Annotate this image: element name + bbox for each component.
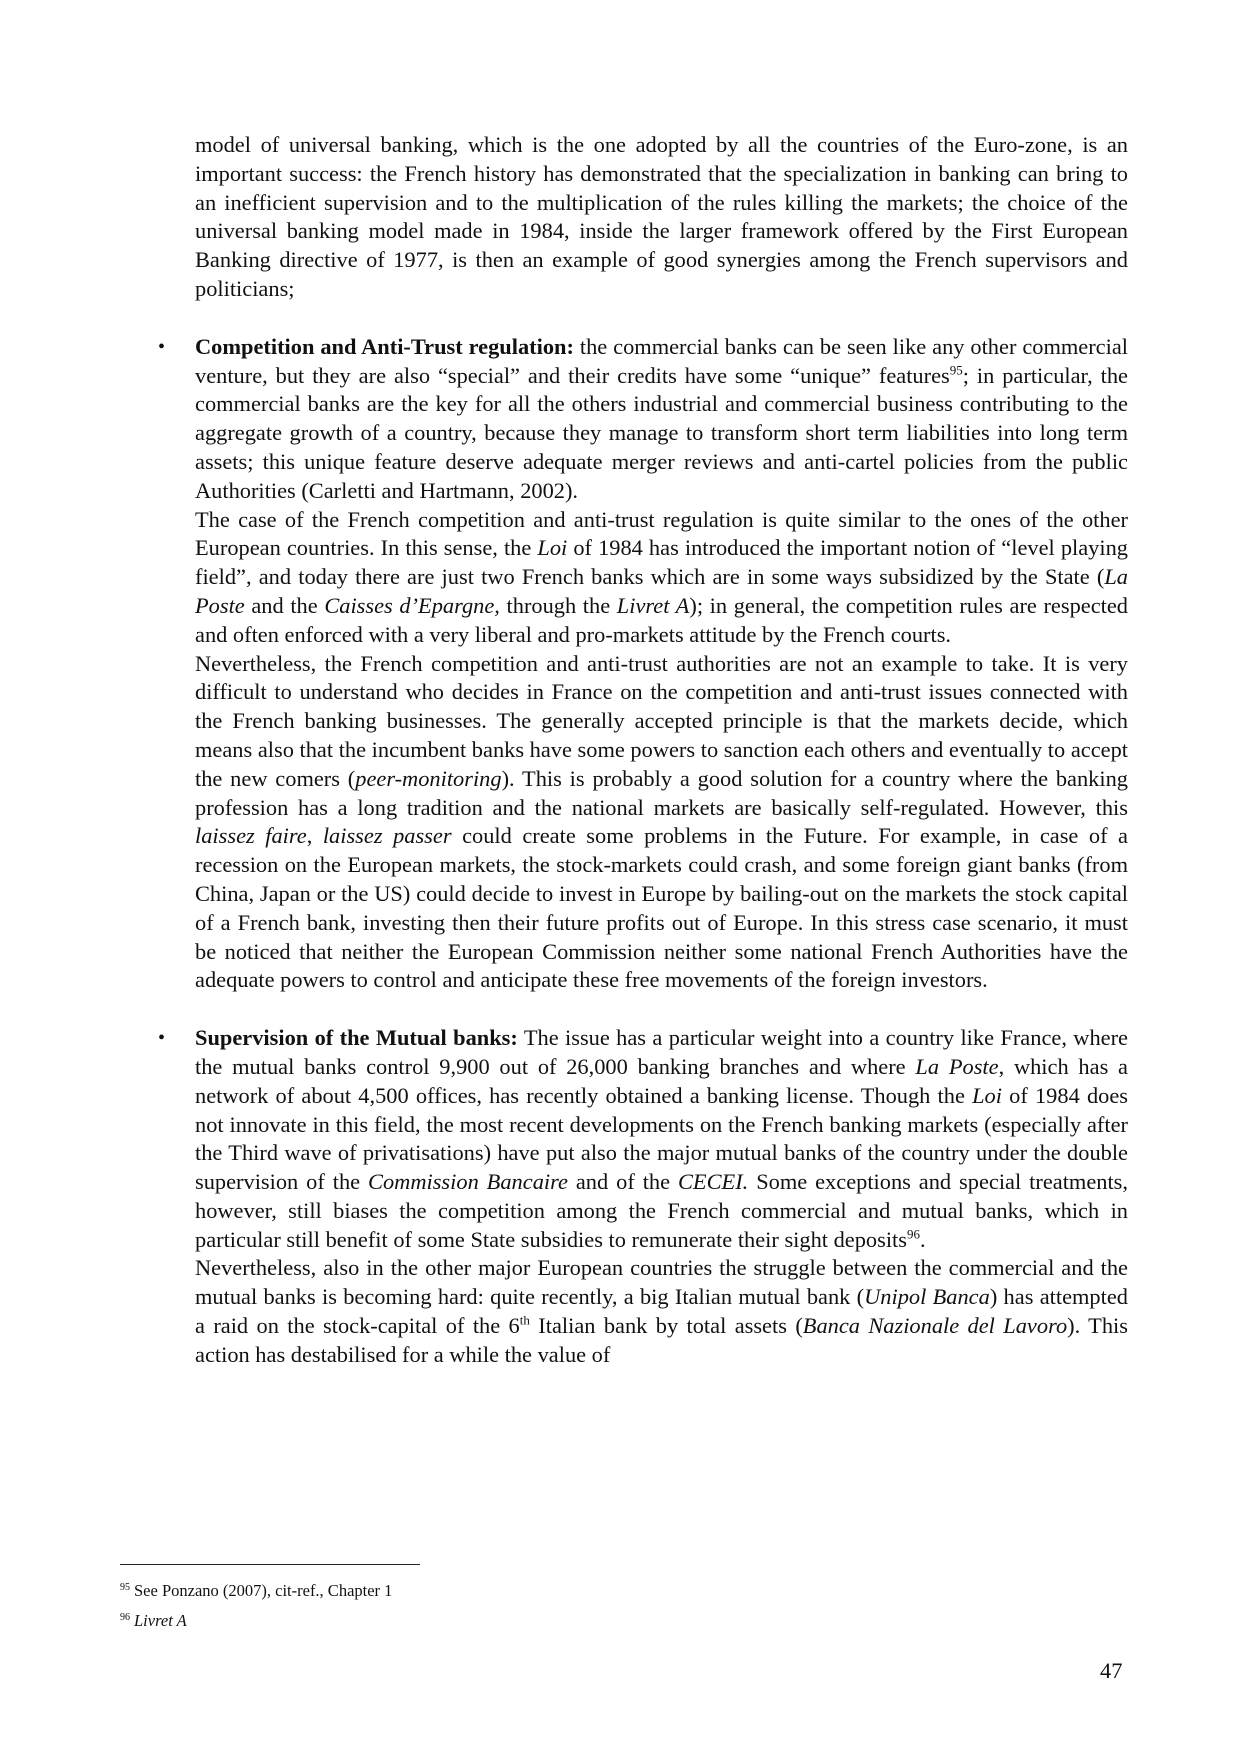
text-run: , which has a network of about 4,500 offices, has recently obtained a banking license. Though the [195,1053,1128,1108]
page-number: 47 [1100,1658,1123,1683]
italic-run: Loi [537,535,568,561]
footnote-text: See Ponzano (2007), cit-ref., Chapter 1 [134,1581,393,1600]
italic-run: La Poste [915,1053,999,1079]
footnotes [120,1576,1120,1636]
text-run: The case of the French competition and anti-trust regulation is quite similar to the ones of the other European countries. In this sense, the [195,506,1128,561]
italic-run: Unipol Banca [864,1284,990,1310]
text-run: , [306,823,323,849]
page-body [158,131,1128,1370]
bullet-mark: • [158,1027,166,1050]
text-run: the commercial banks can be seen like any other commercial venture, but they are also “special” and their credits have some “unique” features [195,333,1128,388]
text-run: Some exceptions and special treatments, however, still biases the competition among the French commercial and mutual banks, which in particular still benefit of some State subsidies to remunerate their sight deposits [195,1169,1128,1252]
italic-run: Caisses d’Epargne, [324,592,500,618]
paragraph [195,650,1128,996]
italic-run: Loi [972,1082,1002,1108]
text-run: model of universal banking, which is the one adopted by all the countries of the Euro-zone, is an important success: the French history has demonstrated that the specialization in banking can bring to an inefficient supervision and to the multiplication of the rules killing the markets; the choice of the universal banking model made in 1984, inside the larger framework offered by the First European Banking directive of 1977, is then an example of good synergies among the French supervisors and politicians; [195,132,1128,301]
italic-run: peer-monitoring [355,765,502,791]
text-run: ; in particular, the commercial banks are the key for all the others industrial and commercial business contributing to the aggregate growth of a country, because they manage to transform short term liabilities into long term assets; this unique feature deserve adequate merger reviews and anti-cartel policies from the public Authorities (Carletti and Hartmann, 2002). [195,362,1128,503]
footnote-96 [120,1606,1120,1636]
superscript: th [519,1312,530,1328]
italic-run: Livret A [616,592,690,618]
bullet-mutual-banks [158,1024,1128,1370]
text-run: and of the [567,1169,678,1195]
text-run: of 1984 does not innovate in this field, the most recent developments on the French banking markets (especially after the Third wave of privatisations) have put also the major mutual banks of the country under the double supervision of the [195,1082,1128,1195]
paragraph [195,1254,1128,1369]
text-run: Nevertheless, the French competition and anti-trust authorities are not an example to take. It is very difficult to understand who decides in France on the competition and anti-trust issues connected with the French banking businesses. The generally accepted principle is that the markets decide, which means also that the incumbent banks have some powers to sanction each others and eventually to accept the new comers ( [195,650,1128,791]
italic-run: laissez passer [322,823,452,849]
paragraph [195,1024,1128,1254]
bullet-competition [158,333,1128,995]
text-run: ); in general, the competition rules are respected and often enforced with a very liberal and pro-markets attitude by the French courts. [195,592,1128,647]
footnote-ref-95[interactable]: 95 [949,362,963,378]
footnote-text: Livret A [134,1611,187,1630]
paragraph [195,506,1128,650]
italic-run: La Poste [195,564,1128,618]
text-run: ). This is probably a good solution for a country where the banking profession has a long tradition and the national markets are basically self-regulated. However, this [195,765,1128,820]
bullet-heading: Competition and Anti-Trust regulation: [195,333,574,359]
text-run: of 1984 has introduced the important notion of “level playing field”, and today there are just two French banks which are in some ways subsidized by the State ( [195,535,1128,590]
italic-run: Commission Bancaire [368,1169,568,1195]
intro-paragraph [195,131,1128,304]
bullet-heading: Supervision of the Mutual banks: [195,1025,518,1051]
text-run: ) has attempted a raid on the stock-capital of the 6 [195,1284,1128,1339]
text-run: . [920,1226,926,1252]
italic-run: CECEI. [677,1169,749,1195]
text-run: Nevertheless, also in the other major European countries the struggle between the commercial and the mutual banks is becoming hard: quite recently, a big Italian mutual bank ( [195,1255,1128,1310]
paragraph [195,333,1128,506]
bullet-mark: • [158,335,166,358]
italic-run: laissez faire [195,823,307,849]
footnote-number: 95 [120,1581,130,1593]
text-run: could create some problems in the Future. For example, in case of a recession on the European markets, the stock-markets could crash, and some foreign giant banks (from China, Japan or the US) could decide to invest in Europe by bailing-out on the markets the stock capital of a French bank, investing then their future profits out of Europe. In this stress case scenario, it must be noticed that neither the European Commission neither some national French Authorities have the adequate powers to control and anticipate these free movements of the foreign investors. [195,823,1128,993]
italic-run: Banca Nazionale del Lavoro [802,1313,1068,1339]
footnote-95 [120,1576,1120,1606]
text-run: Italian bank by total assets ( [529,1313,803,1339]
footnote-number: 96 [120,1611,130,1623]
text-run: through the [499,592,617,618]
footnote-separator [120,1564,420,1565]
text-run: and the [244,592,325,618]
text-run: ). This action has destabilised for a while the value of [195,1313,1128,1367]
footnote-ref-96[interactable]: 96 [907,1226,920,1242]
text-run: The issue has a particular weight into a country like France, where the mutual banks control 9,900 out of 26,000 banking branches and where [195,1025,1128,1079]
